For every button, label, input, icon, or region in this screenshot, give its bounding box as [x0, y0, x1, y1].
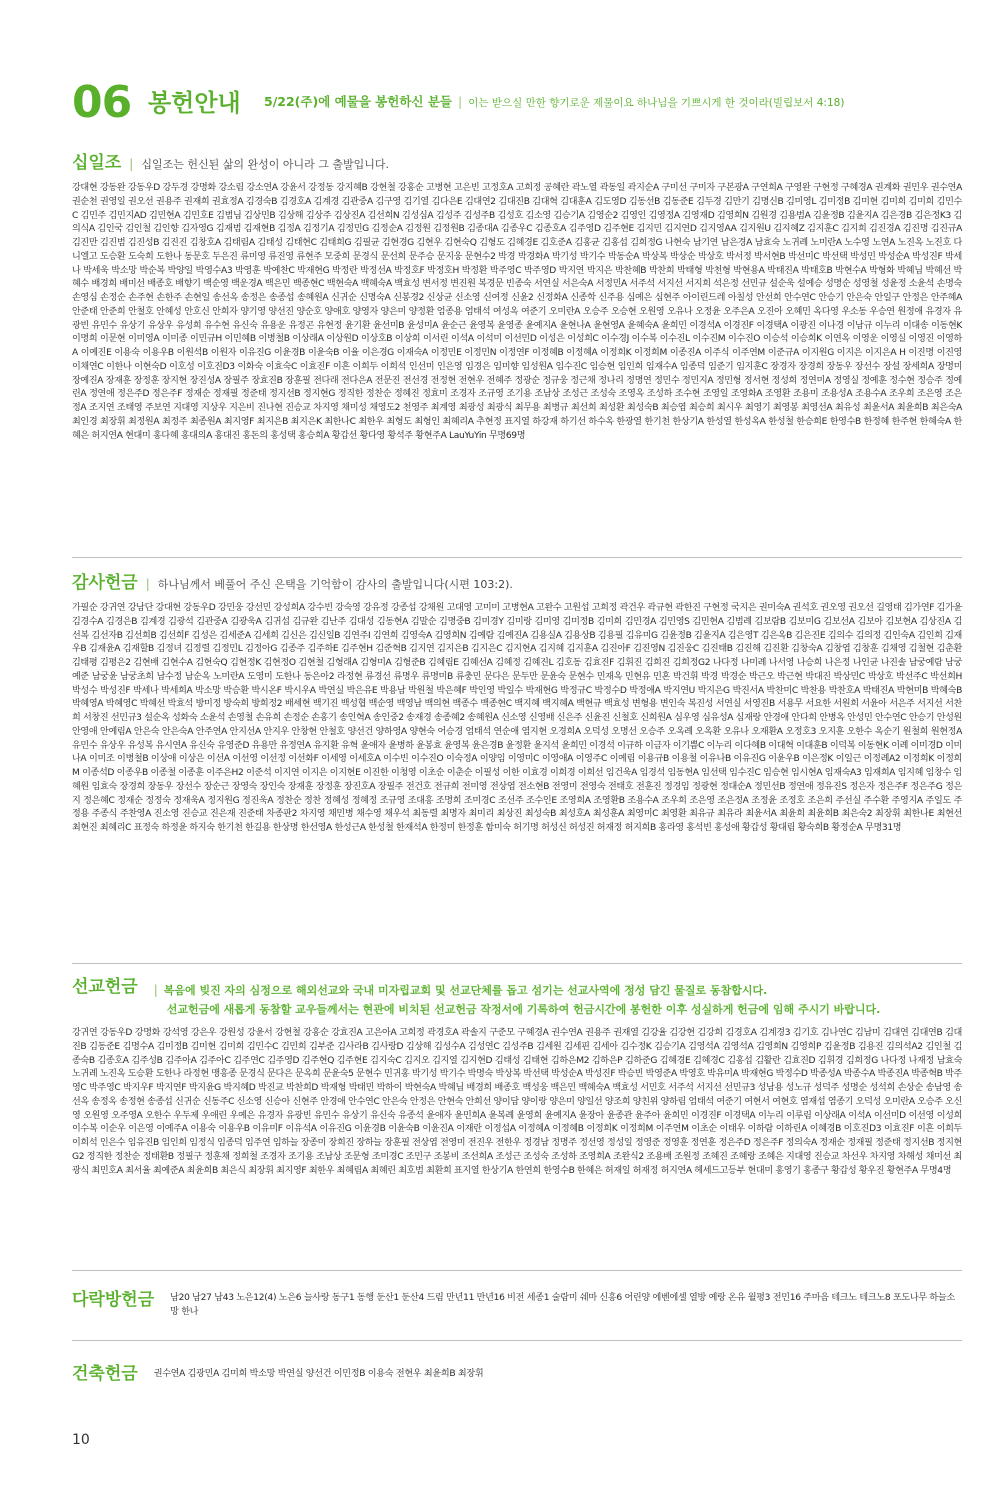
thanks-title: 감사헌금: [72, 573, 138, 593]
building-title: 건축헌금: [72, 1364, 138, 1384]
page-subtitle: [264, 92, 844, 113]
section-number: 06: [72, 77, 132, 128]
section-divider: [72, 1340, 962, 1341]
mission-names: 강귀연 강동우D 강명화 강석영 강은우 강원성 강윤서 강현철 강홍순 강효진A 고은아A 고희정 곽경호A 곽솔지 구준모 구혜경A 권수연A 권용주 권재열 김강율 김강현 김강희 김경호A 김계경3 김기호 김나연C 김남미 김대연 김대연B 김대진B 김동준E 김명수A 김미정B 김미현 김미희 김민수C 김민희 김부준 김사라B 김사랑D 김상해 김성수A 김성연C 김성주B 김세원 김세핀 김세아 김수정K 김승기A 김영석A 김영석A 김영희N 김영희P 김윤정B 김용진 김의석A2 김인철 김종숙B 김종호A 김주성B 김주아A 김주아C 김주연C 김주영D 김주현Q 김주현E 김지숙C 김지오 김지열 김지현D 김태성 김태현 김하은M2 김하은P 김하준G 김혜경E 김혜경C 김홍섭 김활란 김효진D 김휘경 김희정G 나다정 나재정 남효숙 노귀례 노진옥 도승환 도한나 라정현 맹흥종 문경식 문다은 문옥희 문윤숙5 문현수 민귀홍 박기성 박기수 박명숙 박상복 박선택 박성순A 박성진F 박승빈 박영준A 박영호 박유미A 박재현G 박정수D 박종성A 박종수A 박종진A 박종혁B 박주영C 박주영C 박지우F 박지연F 박지윤G 박지혜D 박진교 박찬희D 박재형 박태민 박하이 박현숙A 박혜님 배경희 배종호 백성웅 백은민 백혜숙A 백효성 서민호 서주석 서지선 선민규3 성남용 성노규 성덕주 성명순 성석희 손상순 송남영 송선옥 송정옥 송정현 송종섭 신귀순 신동주C 신소영 신승아 신현주 안경애 안수연C 안은숙 안정은 안현숙 안희선 양이담 양이랑 양은미 양일선 양조희 양친위 양하림 엄태석 여준기 여현서 여현호 염재섭 염종기 오덕성 오미란A 오승주 오신영 오원영 오주영A 오한수 우두제 우애린 우예은 유경자 유광빈 유민수 유상기 유신숙 유종석 윤애자 윤민희A 윤복례 윤영희 윤예지A 윤장아 윤종관 윤주아 윤희민 이경진F 이경택A 이누리 이루림 이상래A 이석A 이선미D 이선영 이성희 이수복 이순우 이은영 이예주A 이용숙 이용우B 이유미F 이유석A 이유진G 이윤경B 이윤숙B 이윤진A 이재란 이정섭A 이정혜A 이정혜B 이정희K 이정희M 이주연M 이초순 이태우 이하람 이하린A 이혜경B 이호진D3 이효진F 이흔 이희두 이희석 인은수 임유진B 임인희 임정식 임종덕 임주연 임하늘 장종미 장희진 장하늘 장훈필 전상엽 전영미 전진우 전한우 정경남 정명주 정선영 정성일 정영준 정영훈 정연훈 정은주D 정은주F 정의숙A 정재순 정재필 정준태 정지선B 정지현G2 정직한 정찬순 정태환B 정필구 정훈채 정희철 조경자 조기용 조남상 조문형 조미경C 조민구 조봉비 조선희A 조성근 조성숙 조성하 조영희A 조완식2 조용배 조원정 조혜진 조혜랑 조혜은 지대영 진승교 차선우 차지영 차해성 채미선 최광식 최민호A 최서율 최예준A 최윤희B 최은식 최장휘 최지영F 최한우 최혜림A 최혜린 최호범 최환희 표지열 한상기A 한연희 한영수B 한혜은 허재일 허재정 허지연A 헤세드고등부 현대미 홍영기 홍종구 황갑성 황우진 황현주A 무명4명: [72, 1028, 962, 1176]
building-section: [72, 1362, 962, 1386]
header-verse: 이는 받으실 만한 향기로운 제물이요 하나님을 기쁘시게 한 것이라(빌립보서 4:18): [468, 97, 845, 109]
daraksbang-names: 남20 남27 남43 노은12(4) 노은6 늘사랑 동구1 동행 둔산1 둔산4 드림 만년11 만년16 비전 세종1 술람미 쉐마 신흥6 어린양 에벤에셀 열방 예랑 온유 월평3 전민16 주마음 테크노 테크노8 포도나무 하늘소망 한나: [170, 1293, 955, 1317]
tithe-description: 십일조는 헌신된 삶의 완성이 아니라 그 출발입니다.: [141, 158, 389, 171]
mission-desc-line1: | 복음에 빚진 자의 심정으로 해외선교와 국내 미자립교회 및 선교단체를 돕고 섬기는 선교사역에 정성 담긴 물질로 동참합시다.: [153, 983, 768, 997]
daraksbang-section: [72, 1288, 962, 1320]
mission-header: [72, 975, 962, 1017]
section-divider: [72, 557, 962, 558]
tithe-title: 십일조: [72, 153, 122, 173]
mission-section: [72, 975, 962, 1178]
thanks-description: 하나님께서 베풀어 주신 은택을 기억함이 감사의 출발입니다(시편 103:2).: [157, 578, 513, 591]
page-header: [72, 78, 962, 128]
separator-bar: |: [145, 577, 150, 591]
mission-title: 선교헌금: [72, 977, 138, 997]
mission-desc-line2: 선교헌금에 새롭게 동참할 교우들께서는 현관에 비치된 선교헌금 작정서에 기록하여 헌금시간에 봉헌한 이후 성실하게 헌금에 임해 주시기 바랍니다.: [166, 1003, 881, 1016]
separator-bar: |: [153, 983, 158, 997]
building-names: 권수연A 김광민A 김미희 박소망 박연실 양선건 이민정B 이용숙 전현우 최윤희B 최장휘: [153, 1369, 484, 1379]
daraksbang-title: 다락방헌금: [72, 1290, 155, 1310]
thanks-header: [72, 570, 962, 596]
section-divider: [72, 963, 962, 964]
separator-bar: |: [457, 94, 463, 109]
thanks-section: [72, 570, 962, 836]
separator-bar: |: [129, 157, 134, 171]
section-divider: [72, 1270, 962, 1271]
page-number: 10: [72, 1432, 90, 1448]
tithe-names: 강대현 강동완 강동우D 강두경 강명화 강소림 강소연A 강윤서 강정동 강지혜B 강현철 강홍순 고병현 고은빈 고정호A 고희정 공혜란 곽노열 곽동일 곽지순A 구미선 구미자 구본광A 구연희A 구영완 구현정 구혜경A 권계화 권민우 권수연A 권순천 권영일 권오선 권용주 권재희 권효정A 김경숙B 김경호A 김계경 김관중A 김구영 김기열 김다은E 김대연2 김대진B 김대혁 김대훈A 김도영D 김동선B 김동준E 김두경 김만기 김명신B 김미영L 김미정B 김미현 김미희 김미희 김민수C 김민주 김민지AD 김민현A 김민호E 김범님 김상민B 김상해 김상주 김상진A 김선희N 김성심A 김성주 김성주B 김성호 김소영 김승기A 김영순2 김영인 김영정A 김영재D 김영희N 김원경 김용범A 김윤정B 김윤지A 김은경B 김은정K3 김의식A 김인국 김인철 김인향 김자영G 김재범 김재현B 김정A 김정기A 김정민G 김정순A 김정원 김정원B 김종대A 김종우C 김종호A 김주영D 김주현E 김지민 김지연D 김지영AA 김지원U 김지혜Z 김지훈C 김지희 김진경A 김진명 김진규A 김진만 김진범 김진성B 김진진 김창호A 김태림A 김태성 김태현C 김태희G 김필균 김현경G 김현우 김현숙Q 김형도 김혜경E 김호준A 김홍균 김홍섭 김희정G 나현숙 남기연 남은경A 남효숙 노귀례 노미란A 노수영 노연A 노진옥 노진호 다니엘고 도승환 도숙희 도한나 동문호 두은진 류미영 류진영 류현주 모중희 문경식 문선희 문주승 문지웅 문현수2 박경 박경화A 박기성 박기수 박동순A 박상복 박상순 박상호 박서정 박서현B 박선미C 박선택 박성민 박성순A 박성진F 박세나 박세욱 박소망 박순복 박양일 박영수A3 박영훈 박예찬C 박재현G 박정란 박정선A 박정호F 박정호H 박정환 박주영C 박주영D 박지연 박지은 박찬혜B 박찬희 박태형 박천형 박현용A 박태진A 박태호B 박현수A 박형화 박혜님 박혜선 박혜수 배경희 배미선 배종호 배향기 백순영 백운경A 백은민 백종현C 백현숙A 백혜숙A 백효성 변서정 변진원 복경문 빈종숙 서연실 서은숙A 서정민A 서주석 서지선 서지희 석은정 선민규 설순욱 설예승 성명순 성영철 성윤정 소윤석 손명숙 손영심 손정순 손주현 손한주 손현일 송선옥 송정은 송종섭 송혜원A 신귀순 신명숙A 신봉경2 신상균 신소영 신여정 신윤2 신정화A 신종학 신주용 심예은 심현주 아이린드레 아칠성 안선희 안수연C 안승기 안은숙 안일구 안정은 안주혜A 안준태 안준희 안철호 안혜성 안호신 안희자 양기영 양선진 양순호 양애호 양영자 양은미 양정환 엄종용 엄태석 여성옥 여준기 오미란A 오승주 오승현 오원영 오유나 오정윤 오주은A 오진아 오혜민 옥다영 우소동 우승연 원정애 유경자 유광빈 유민수 유상기 유상우 유성희 유수현 유신숙 유용운 유정곤 유현정 윤기환 윤선미B 윤성미A 윤순근 윤영복 윤영종 윤예지A 윤현나A 윤현영A 윤혜숙A 윤희민 이경석A 이경진F 이경택A 이광진 이나경 이남규 이누리 이대송 이동현K 이명희 이문현 이미영A 이미종 이민규H 이민혜B 이병철B 이상래A 이상원D 이상호B 이상희 이서린 이석A 이석미 이선민D 이성은 이성희C 이수경J 이수복 이수진L 이수진M 이수진O 이승석 이승희K 이연옥 이영운 이영실 이영진 이영하A 이예진E 이용숙 이용우B 이원석B 이원자 이유진G 이윤경B 이윤숙B 이율 이은경G 이재숙A 이정민E 이정민N 이정연F 이정혜B 이정혜A 이정희K 이정희M 이종진A 이주식 이주연M 이준규A 이지원G 이지은 이지은A H 이진명 이진영 이채연C 이한나 이현숙D 이호성 이호진D3 이화숙 이효숙C 이효진F 이흔 이희두 이희석 인선미 인은영 임경은 임미향 임성원A 임수진C 임승현 임인희 임재수A 임종덕 임준기 임지훈C 장경자 장경희 장동우 장선수 장설 장세희A 장명미 장예진A 장재훈 장정훈 장지현 장진성A 장필주 장효진B 장훈필 전다래 전다은A 전문진 전선경 전정현 전현우 전혜주 정광순 정규웅 정근채 정나리 정명연 정민수 정민지A 정민형 정서현 정성희 정연미A 정영실 정예훈 정수현 정승주 정예린A 정연애 정은주D 정은주F 정재순 정재필 정준태 정지선B 정지현G 정직한 정찬순 정혜진 정효미 조경자 조규영 조기용 조남상 조성근 조성숙 조영옥 조성하 조수현 조영일 조영화A 조영환 조용미 조용성A 조용수A 조우희 조은영 조은정A 조지연 조태영 주보연 지대영 지상우 지은비 진나현 진승교 차지영 채미성 채영도2 천영주 최계영 최광성 최광식 최무용 최병규 최선희 최성환 최성숙B 최승엽 최승희 최시우 최영기 최영봉 최영선A 최유성 최윤서A 최윤희B 최은숙A 최인경 최장휘 최정원A 최정주 최종원A 최지영F 최지은B 최지은K 최한나C 최한우 최형도 최형인 최혜리A 추현정 표지열 하강재 하기선 하수옥 한광열 한기천 한상기A 한성열 한성옥A 한성철 한승희E 한영수B 한정혜 한주현 한혜숙A 한혜은 허지연A 현대미 홍다혜 홍대의A 홍대진 홍돈의 홍성택 홍승희A 황갑선 황다영 황석주 황현주A LauYuYin 무명69명: [72, 183, 962, 441]
offering-date-title: 5/22(주)에 예물을 봉헌하신 분들: [264, 94, 452, 109]
tithe-section: [72, 150, 962, 443]
tithe-header: [72, 150, 962, 176]
page-title: 봉헌안내: [148, 89, 241, 117]
thanks-names: 가필순 강귀연 강남단 강대현 강동우D 강민웅 강선민 강성희A 강수빈 강숙영 강유정 강종섭 강채원 고대영 고미미 고병현A 고완수 고원섭 고희정 곽건우 곽규현 곽한진 구현정 국지은 권미숙A 권석호 권오영 권오선 길영태 김가연F 김가윤 김경수A 김경은B 김계경 김광석 김관중A 김광욱A 김귀섭 김규완 김난주 김대성 김동현A 김말순 김명중B 김미경Y 김미랑 김미영 김미정B 김미희 김민경A 김민영S 김민현A 김범례 김보람B 김보미G 김보선A 김보아 김보현A 김상진A 김선복 김선자B 김선희B 김선희F 김성은 김세준A 김세희 김신은 김신일B 김연주I 김연희 김영숙A 김영희N 김예람 김예진A 김용실A 김용상B 김용필 김유미G 김윤정B 김윤지A 김은영T 김은옥B 김은진E 김의수 김의정 김인숙A 김인희 김재우B 김재윤A 김재할B 김정녀 김정렬 김정민L 김정아G 김종주 김주하E 김주현H 김준혁B 김지연 김지은B 김지은C 김지현A 김지혜 김지훈A 김진아F 김진영N 김진웅C 김진태B 김진해 김진환 김창숙A 김창엽 김창훈 김채영 김철현 김춘환 김태평 김평은2 김현배 김현수A 김현숙Q 김현정K 김현정O 김현철 김형래A 김형미A 김형준B 김혜림E 김혜선A 김혜정 김혜진L 김호동 김효진F 김휘진 김희진 김희정G2 나다정 나미례 나서영 나승희 나은정 나인균 나진솔 남궁예람 남궁예준 남궁윤 남궁초희 남수정 남순옥 노미란A 도영미 도한나 동은아2 라정현 류경선 류명우 류명미B 류충민 문다은 문두만 문윤숙 문현수 민재옥 민현유 민혼 박건휘 박경 박경순 박근오 박근현 박대진 박상민C 박상호 박선주C 박선희H 박성수 박성진F 박세나 박세희A 박소망 박승환 박시온F 박시우A 박연실 박은유E 박용남 박원철 박은혜F 박인영 박일수 박재현G 박정규C 박정수D 박정애A 박지연U 박지은G 박진서A 박찬미C 박찬용 박찬호A 박태진A 박현미B 박혜숙B 박혜영A 박혜영C 박혜선 박효석 방미정 방숙희 방희정2 배세현 백기진 백성협 백순영 백영남 백의현 백종수 백종현C 백지혜 백지혜A 백현규 백효성 변형용 변인숙 복진성 서연실 서영진B 서용무 서요한 서원희 서윤아 서은주 서지선 서찬희 서창진 선민규3 설순옥 성화숙 소윤석 손영철 손유희 손정순 손홍기 송인혁A 송인중2 송재경 송종혜2 송혜원A 신소영 신영배 신은주 신윤진 신철호 신희원A 심우영 심유성A 심재랑 안경애 안다희 안병옥 안성민 안수연C 안승기 안성원 안영애 안예림A 안은숙 안은숙A 안주연A 안지선A 안지우 안창현 안철호 양선건 양하영A 양현숙 어승경 엄태석 연순애 염지현 오경희A 오덕성 오명선 오승주 오옥례 오옥환 오유나 오재환A 오정호3 오지훈 오한수 옥순기 원철희 원현정A 유민수 유상우 유성복 유시연A 유신숙 유영준D 유용만 유정연A 유지환 유혁 윤애자 윤병하 윤봉효 윤영복 윤은경B 윤정환 윤지석 윤희민 이경석 이규하 이금자 이기쁨C 이누리 이다혜B 이대혁 이대훈B 이덕복 이동현K 이례 이미경D 이미나A 이미조 이병철B 이상애 이상은 이선A 이선영 이선정 이선화F 이세영 이세호A 이수빈 이수진O 이숙정A 이양임 이영미C 이영애A 이영주C 이예림 이용규B 이용철 이유나B 이유진G 이윤우B 이은정K 이일근 이정례A2 이정희K 이정희M 이종석D 이종우B 이종철 이종훈 이주은H2 이준석 이지연 이지은 이지현E 이진한 이청영 이초순 이춘순 이필성 이한 이효경 이희경 이희선 임건욱A 임경석 임동현A 임선택 임수진C 임승현 임시현A 임재숙A3 임재희A 임지혜 임창수 임혜원 임효숙 장경희 장동우 장선수 장순근 장영숙 장인숙 장재훈 장정훈 장진호A 장필주 전건호 전규희 전미영 전상엽 전소현B 전영미 전영숙 전태호 전훈진 정경임 정광현 정대순A 정민선B 정연애 정유진S 정은자 정은주F 정은주G 정은지 정은혜C 정재순 정정숙 정재욱A 정지원G 정진욱A 정찬순 정찬 정혜성 정혜정 조규영 조대흥 조명희 조미경C 조선주 조수인E 조영희A 조영환B 조용수A 조우희 조은영 조은정A 조정윤 조정호 조은희 주선실 주수환 주영지A 주일도 주정용 주종식 주찬영A 진소영 진승교 진은재 진준태 차종판2 차지영 채민병 채수영 채우석 최동렬 최명자 최미리 최상진 최성숙B 최성호A 최성훈A 최영미C 최영환 최유규 최유라 최윤서A 최윤희 최윤희B 최은숙2 최장휘 최한나E 최현선 최현진 최혜리C 표정숙 하정윤 하지숙 한기천 한길용 한상명 한선영A 한성근A 한성철 한재석A 한정미 한정훈 함미숙 허기명 허성신 허성진 허재정 허지희B 홍라영 홍석빈 홍성애 황갑성 황대림 황숙희B 황정순A 무명31명: [72, 603, 963, 833]
